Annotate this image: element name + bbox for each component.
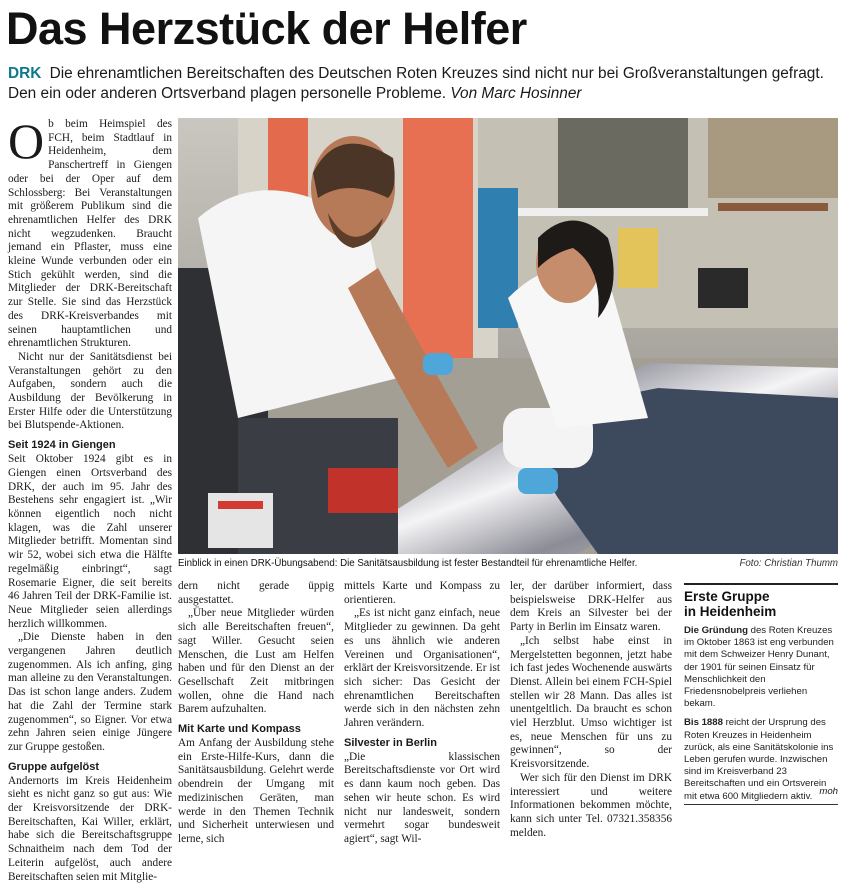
teaser-kicker: DRK [8, 65, 42, 82]
info-box-lead: Bis 1888 [684, 717, 723, 729]
paragraph: Wer sich für den Dienst im DRK interessiert und weitere Informationen bekommen möchte, kann sich unter Tel. 07321.358356 melden. [510, 771, 672, 839]
subheading: Mit Karte und Kompass [178, 723, 301, 736]
article-column-4 [510, 580, 673, 839]
paragraph: mittels Karte und Kompass zu orientieren. [344, 580, 500, 606]
paragraph: Nicht nur der Sanitätsdienst bei Veranstaltungen gehört zu den Aufgaben, sondern auch die Ausbildung der Bevölkerung in Erster Hilfe oder die Unterstützung bei Blutspende-Aktionen. [8, 350, 172, 432]
paragraph: „Ich selbst habe einst in Mergelstetten begonnen, jetzt habe ich fast jedes Wochenende auswärts Dienst. Allein bei einem FCH-Spiel stellen wir 28 Mann. Das alles ist unentgeltlich. Da braucht es schon viel Herzblut. Umso wichtiger ist es, neue Menschen für uns zu gewinnen“, so der Kreisvorsitzende. [510, 634, 673, 771]
photo-caption [178, 557, 838, 571]
author-initials: moh [819, 786, 838, 797]
teaser-text: Die ehrenamtlichen Bereitschaften des Deutschen Roten Kreuzes sind nicht nur bei Großveranstaltungen gefragt. Den ein oder anderen Ortsverband plagen personelle Probleme. [8, 65, 824, 102]
paragraph [8, 113, 172, 351]
teaser-byline: Von Marc Hosinner [450, 85, 582, 102]
paragraph: Andernorts im Kreis Heidenheim sieht es nicht ganz so gut aus: Wie der Kreisvorsitzende der DRK-Bereitschaften, Kai Willer, erklärt, habe sich die Bereitschaftsgruppe Schnaitheim nach dem Tod der Leiterin aufgelöst, auch andere Bereitschaften seien mit Mitglie- [8, 774, 172, 883]
paragraph-text: b beim Heimspiel des FCH, beim Stadtlauf in Heidenheim, dem Panschertreff in Giengen oder bei der Oper auf dem Schlossberg: Bei Veranstaltungen mit größerem Publikum sind die ehrenamtlichen Helfer des DRK nicht wegzudenken. Braucht jemand ein Pflaster, muss eine kleine Wunde verbunden oder ein Stich gekühlt werden, sind die Mitglieder der DRK-Bereitschaft zur Stelle. Sie sind das Herzstück des DRK-Kreisverbandes mit seinen hauptamtlichen und ehrenamtlichen Strukturen. [8, 118, 172, 350]
divider [684, 804, 838, 805]
info-box-title-line: Erste Gruppe [684, 589, 770, 604]
drop-cap: O [8, 113, 45, 169]
caption-text: Einblick in einen DRK-Übungsabend: Die Sanitätsausbildung ist fester Bestandteil für ehrenamtliche Helfer. [178, 558, 638, 569]
paragraph: „Es ist nicht ganz einfach, neue Mitglieder zu gewinnen. Da geht es uns ähnlich wie anderen Vereinen und Organisationen“, erklärt der Kreisvorsitzende. Er ist sich sicher: Das Gesicht der ehrenamtlichen Bereitschaften werde sich in den nächsten zehn Jahren verändern. [344, 607, 500, 730]
subheading: Gruppe aufgelöst [8, 760, 100, 773]
article-column-2 [178, 580, 334, 845]
article-column-3 [344, 580, 500, 845]
paragraph: dern nicht gerade üppig ausgestattet. [178, 580, 334, 606]
paragraph: ler, der darüber informiert, dass beispielsweise DRK-Helfer aus dem Kreis an Silvester bei der Party in Berlin im Einsatz waren. [510, 580, 672, 634]
info-box-paragraph [684, 717, 838, 802]
paragraph: „Über neue Mitglieder würden sich alle Bereitschaften freuen“, sagt Willer. Gesucht seien Menschen, die Lust am Helfen haben und für den Dienst an der Gesellschaft Zeit mitbringen wollen, ohne die Hand nach Barem aufzuhalten. [178, 607, 334, 716]
paragraph: Seit Oktober 1924 gibt es in Giengen einen Ortsverband des DRK, der auch im 95. Jahr des Bestehens sehr engagiert ist. „Wir können eigentlich noch nicht klagen, was die Zahl unserer Mitglieder betrifft. Momentan sind wir 52, wobei sich etwa die Hälfte regelmäßig einbringt“, sagt Rosemarie Eigner, die seit bereits 46 Jahren Teil der DRK-Familie ist. Neue Mitglieder seien allerdings herzlich willkommen. [8, 453, 172, 630]
teaser [8, 64, 848, 104]
article-column-1 [8, 113, 172, 883]
paragraph: Am Anfang der Ausbildung stehe ein Erste-Hilfe-Kurs, dann die Sanitätsausbildung. Gelehrt werde obendrein der Umgang mit medizinischen Geräten, man werde in den Themen Technik und Sicherheit unterwiesen und lerne, sich [178, 737, 334, 845]
info-box-lead: Die Gründung [684, 625, 748, 636]
subheading: Silvester in Berlin [344, 736, 437, 749]
info-box [684, 583, 838, 805]
first-aid-training-photo [178, 118, 838, 554]
paragraph: „Die klassischen Bereitschaftsdienste vor Ort wird es dann kaum noch geben. Das sehen wir heute schon. Es wird nicht nur landesweit, sondern vermehrt sogar bundesweit agiert“, sagt Wil- [344, 750, 500, 845]
info-box-text: reicht der Ursprung des Roten Kreuzes in Heidenheim zurück, als eine Sanitätskolonie ins Leben gerufen wurde. Inzwischen sind im Kreisverband 23 Bereitschaften und ein Ortsverein mit etwa 600 Mitgliedern aktiv. [684, 717, 834, 802]
headline: Das Herzstück der Helfer [6, 3, 527, 54]
article-photo [178, 118, 838, 554]
photo-credit: Foto: Christian Thumm [739, 558, 838, 569]
info-box-paragraph [684, 625, 838, 710]
info-box-title [684, 589, 838, 619]
paragraph: „Die Dienste haben in den vergangenen Jahren deutlich zugenommen. Als ich anfing, ging man alleine zu den Veranstaltungen. Das ist schon lange anders. Zudem hat die Zahl der Termine stark zugenommen“, so Eigner. Vor etwa zehn Jahren seien einige Jüngere zur Gruppe gestoßen. [8, 631, 172, 753]
subheading: Seit 1924 in Giengen [8, 439, 116, 452]
info-box-text: des Roten Kreuzes im Oktober 1863 ist eng verbunden mit dem Schweizer Henry Dunant, der 1901 für seinen Einsatz für Menschlichkeit den Friedensnobelpreis verliehen bekam. [684, 625, 834, 710]
info-box-title-line: in Heidenheim [684, 604, 777, 619]
